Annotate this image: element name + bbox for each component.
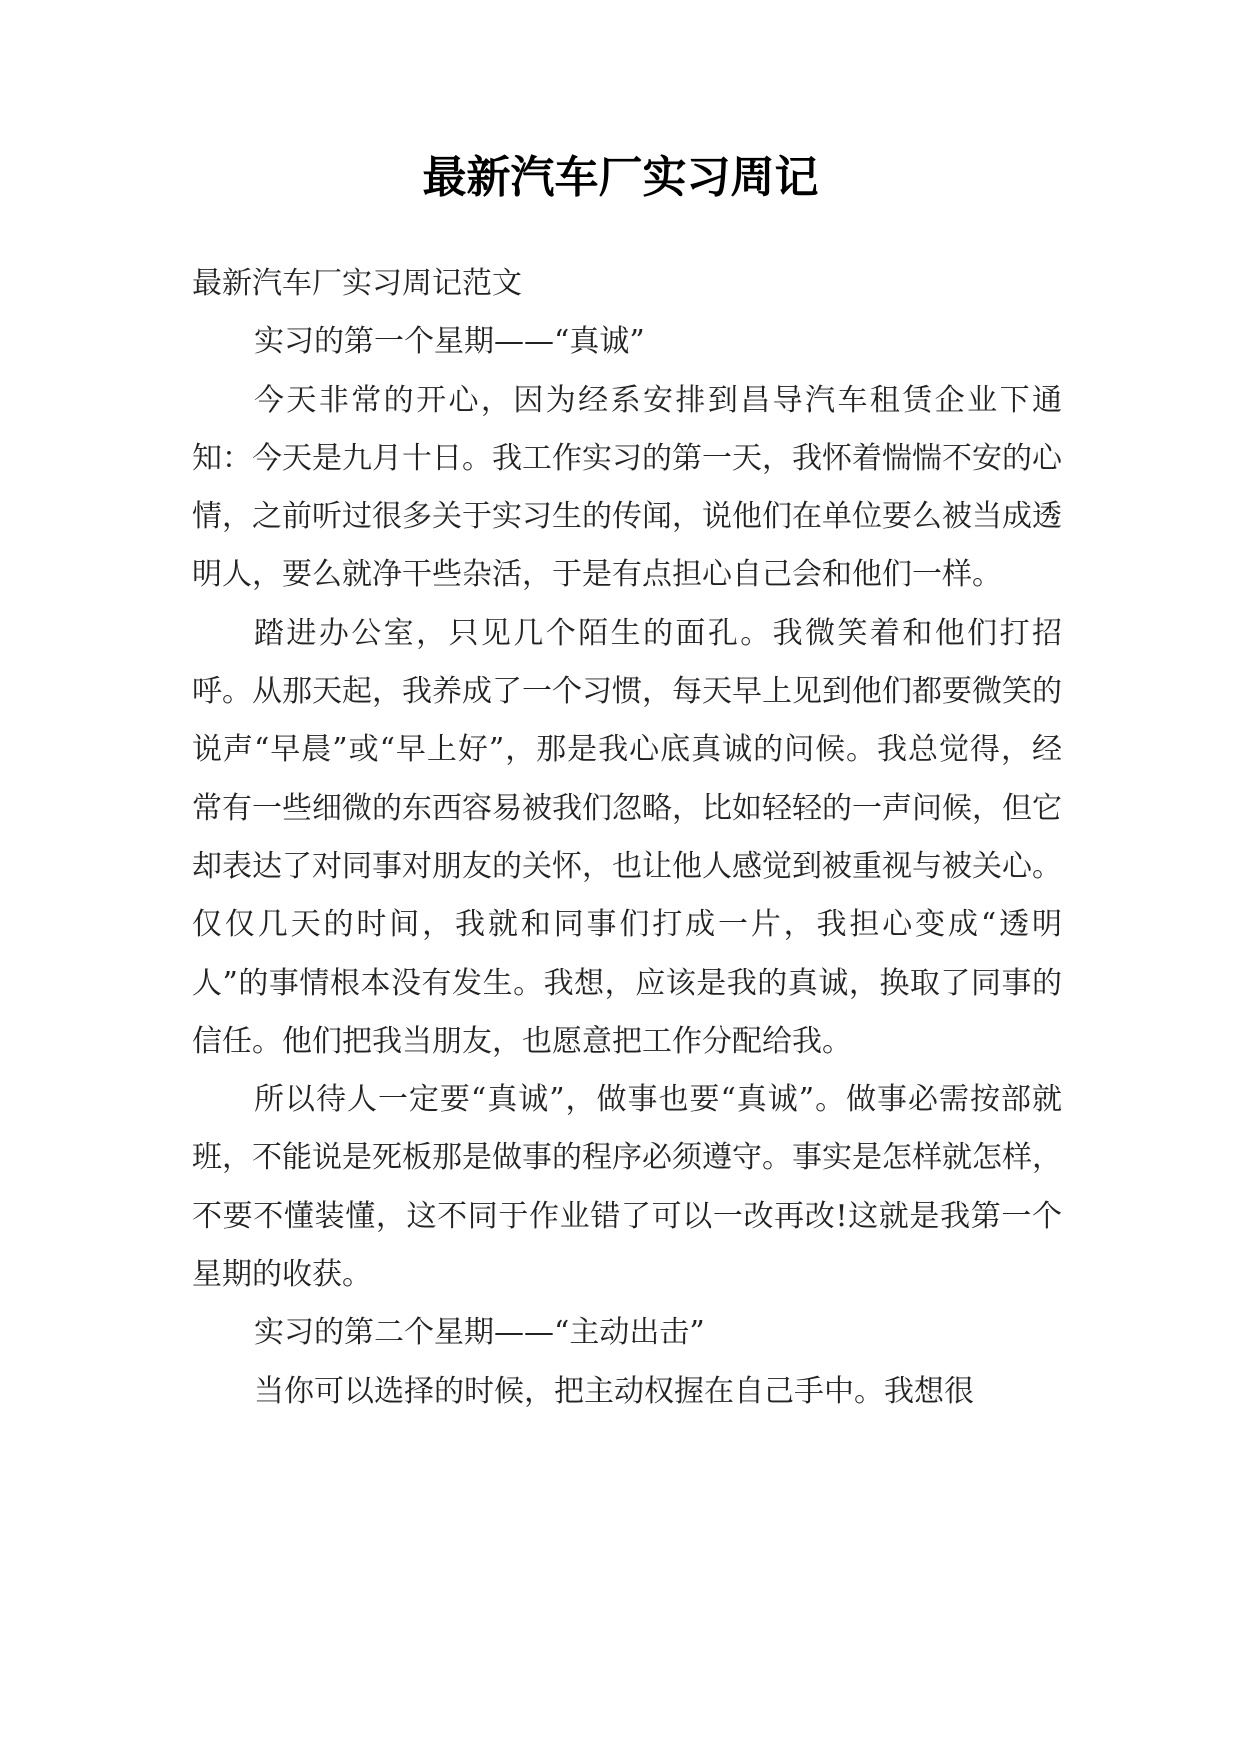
paragraph-4: 当你可以选择的时候，把主动权握在自己手中。我想很 xyxy=(254,1373,974,1409)
document-body xyxy=(192,255,1062,1421)
week1-heading: 实习的第一个星期——“真诚” xyxy=(254,324,645,360)
document-title: 最新汽车厂实习周记 xyxy=(422,152,819,203)
week2-heading: 实习的第二个星期——“主动出击” xyxy=(254,1315,705,1351)
paragraph-1: 今天非常的开心，因为经系安排到昌导汽车租赁企业下通知：今天是九月十日。我工作实习的第一天，我怀着惴惴不安的心情，之前听过很多关于实习生的传闻，说他们在单位要么被当成透明人，要么就净干些杂活，于是有点担心自己会和他们一样。 xyxy=(192,382,1062,593)
document-subtitle: 最新汽车厂实习周记范文 xyxy=(192,266,522,301)
paragraph-3: 所以待人一定要“真诚”，做事也要“真诚”。做事必需按部就班，不能说是死板那是做事的程序必须遵守。事实是怎样就怎样，不要不懂装懂，这不同于作业错了可以一改再改!这就是我第一个星期的收获。 xyxy=(192,1082,1062,1293)
paragraph-2: 踏进办公室，只见几个陌生的面孔。我微笑着和他们打招呼。从那天起，我养成了一个习惯，每天早上见到他们都要微笑的说声“早晨”或“早上好”，那是我心底真诚的问候。我总觉得，经常有一些细微的东西容易被我们忽略，比如轻轻的一声问候，但它却表达了对同事对朋友的关怀，也让他人感觉到被重视与被关心。仅仅几天的时间，我就和同事们打成一片，我担心变成“透明人”的事情根本没有发生。我想，应该是我的真诚，换取了同事的信任。他们把我当朋友，也愿意把工作分配给我。 xyxy=(192,615,1062,1059)
